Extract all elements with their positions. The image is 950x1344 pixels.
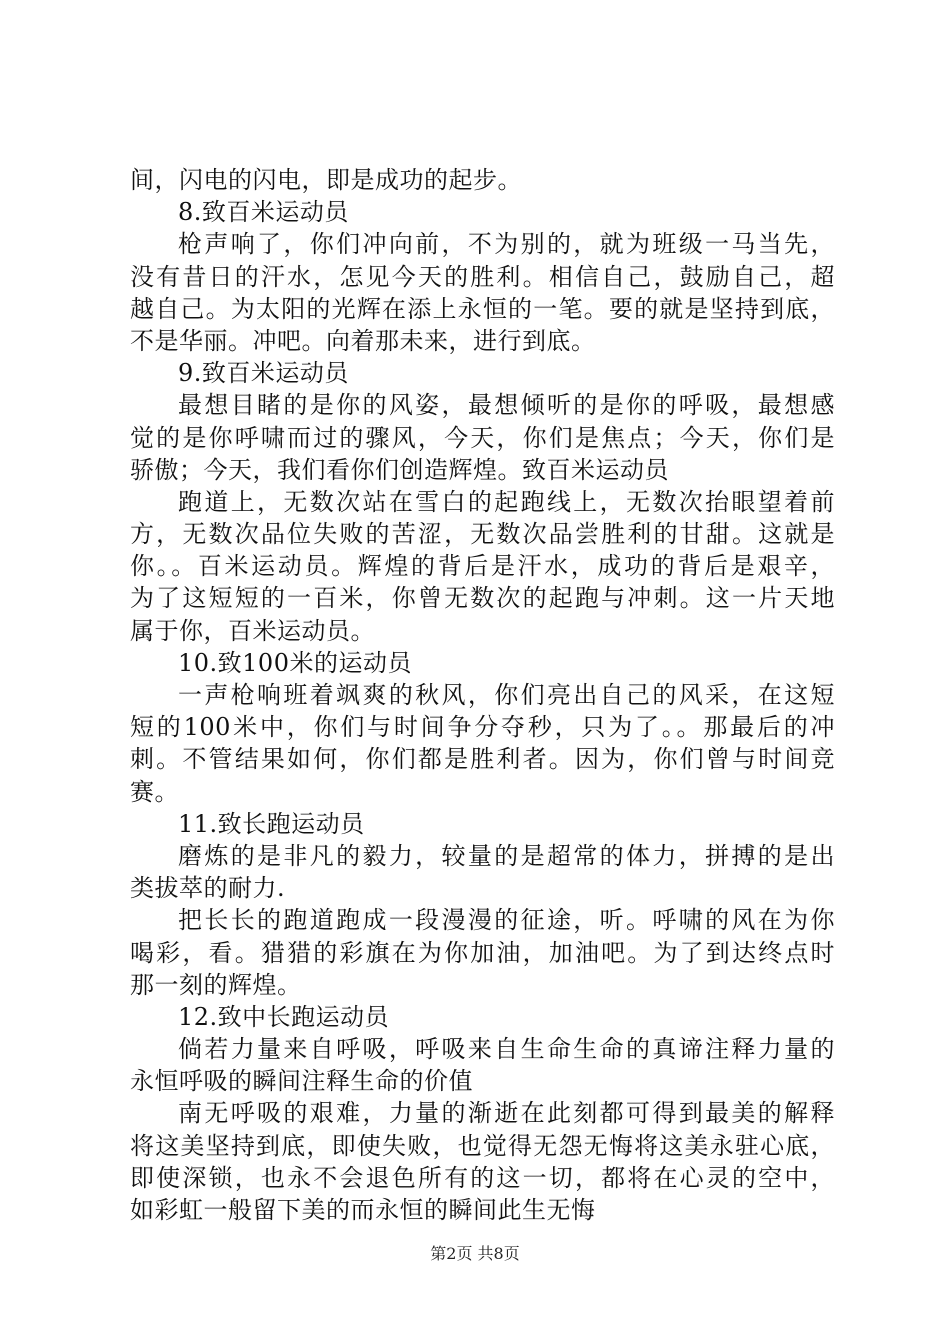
- text-line: 类拔萃的耐力.: [130, 874, 286, 903]
- text-line: 越自己。为太阳的光辉在添上永恒的一笔。要的就是坚持到底，: [130, 294, 835, 323]
- text-line: 你。。百米运动员。辉煌的背后是汗水，成功的背后是艰辛，: [130, 552, 835, 581]
- text-line: 永恒呼吸的瞬间注释生命的价值: [130, 1067, 473, 1096]
- text-line: 11.致长跑运动员: [178, 809, 365, 838]
- text-line: 12.致中长跑运动员: [178, 1002, 390, 1031]
- text-line: 骄傲；今天，我们看你们创造辉煌。致百米运动员: [130, 455, 669, 484]
- text-line: 把长长的跑道跑成一段漫漫的征途，听。呼啸的风在为你: [178, 906, 835, 935]
- body-text: [130, 164, 835, 1226]
- text-line: 跑道上，无数次站在雪白的起跑线上，无数次抬眼望着前: [178, 487, 835, 516]
- text-line: 一声枪响班着飒爽的秋风，你们亮出自己的风采，在这短: [178, 681, 835, 709]
- text-line: 如彩虹一般留下美的而永恒的瞬间此生无悔: [130, 1196, 596, 1224]
- text-line: 没有昔日的汗水，怎见今天的胜利。相信自己，鼓励自己，超: [130, 262, 835, 291]
- text-line: 不是华丽。冲吧。向着那未来，进行到底。: [130, 326, 596, 355]
- text-line: 方，无数次品位失败的苦涩，无数次品尝胜利的甘甜。这就是: [130, 520, 835, 549]
- text-line: 喝彩，看。猎猎的彩旗在为你加油，加油吧。为了到达终点时: [130, 938, 835, 967]
- text-line: 最想目睹的是你的风姿，最想倾听的是你的呼吸，最想感: [178, 391, 835, 420]
- text-line: 10.致100米的运动员: [178, 648, 412, 677]
- text-line: 倘若力量来自呼吸，呼吸来自生命生命的真谛注释力量的: [178, 1035, 835, 1064]
- page-footer: 第2页 共8页: [430, 1244, 520, 1263]
- text-line: 觉的是你呼啸而过的骤风，今天，你们是焦点；今天，你们是: [130, 423, 835, 452]
- text-line: 那一刻的辉煌。: [130, 970, 302, 999]
- text-line: 间，闪电的闪电，即是成功的起步。: [130, 166, 522, 194]
- text-line: 8.致百米运动员: [178, 198, 349, 227]
- text-line: 枪声响了，你们冲向前，不为别的，就为班级一马当先，: [178, 230, 835, 259]
- text-line: 南无呼吸的艰难，力量的渐逝在此刻都可得到最美的解释: [178, 1099, 835, 1128]
- text-line: 赛。: [130, 777, 179, 806]
- text-line: 短的100米中，你们与时间争分夺秒，只为了。。那最后的冲: [130, 713, 835, 742]
- text-line: 属于你，百米运动员。: [130, 616, 375, 645]
- text-line: 即使深锁，也永不会退色所有的这一切，都将在心灵的空中，: [130, 1163, 835, 1192]
- text-line: 将这美坚持到底，即使失败，也觉得无怨无悔将这美永驻心底，: [130, 1131, 835, 1160]
- text-line: 刺。不管结果如何，你们都是胜利者。因为，你们曾与时间竞: [130, 745, 835, 774]
- text-line: 9.致百米运动员: [178, 359, 349, 388]
- text-line: 为了这短短的一百米，你曾无数次的起跑与冲刺。这一片天地: [130, 584, 835, 613]
- text-line: 磨炼的是非凡的毅力，较量的是超常的体力，拼搏的是出: [178, 841, 835, 870]
